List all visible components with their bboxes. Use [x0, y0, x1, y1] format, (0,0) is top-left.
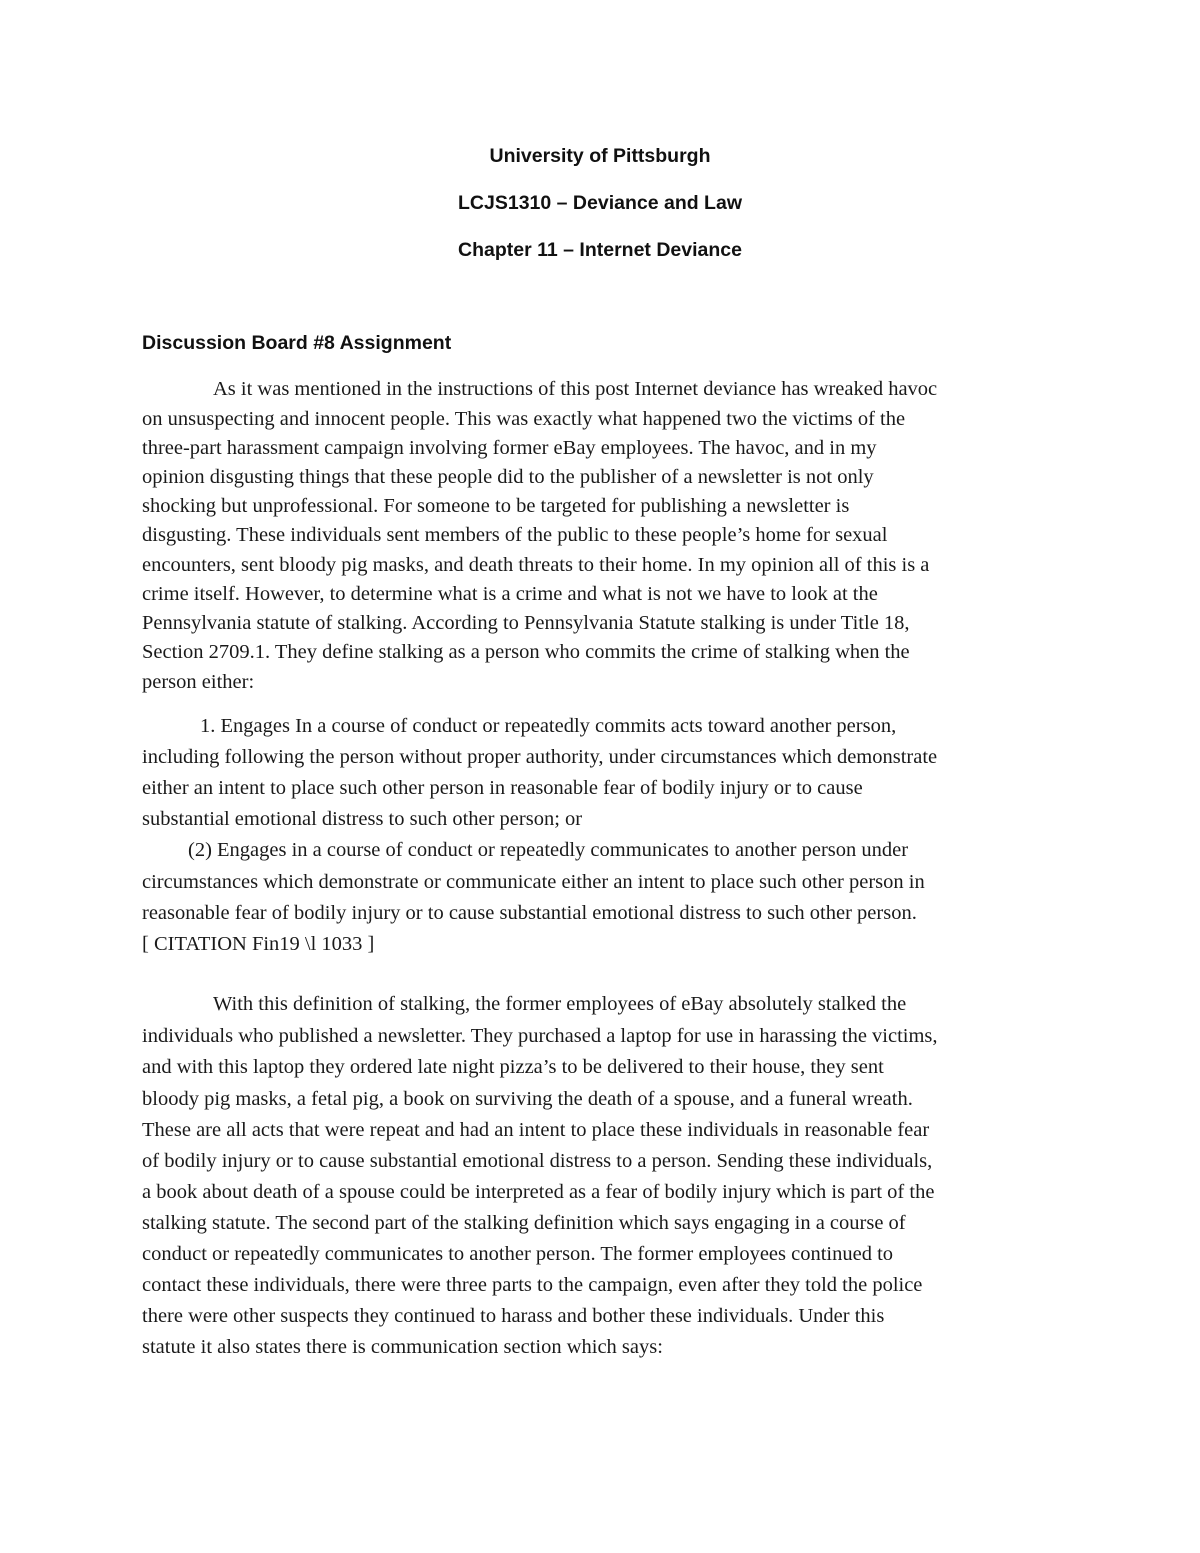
paragraph-line: encounters, sent bloody pig masks, and death threats to their home. In my opinion all of this is a — [142, 554, 930, 576]
paragraph-line: With this definition of stalking, the former employees of eBay absolutely stalked the — [213, 993, 907, 1015]
statute-line: either an intent to place such other person in reasonable fear of bodily injury or to cause — [142, 777, 863, 799]
paragraph-line: conduct or repeatedly communicates to another person. The former employees continued to — [142, 1243, 894, 1265]
statute-line: including following the person without proper authority, under circumstances which demonstrate — [142, 746, 938, 768]
statute-line: 1. Engages In a course of conduct or repeatedly commits acts toward another person, — [200, 715, 897, 737]
paragraph-line: opinion disgusting things that these people did to the publisher of a newsletter is not only — [142, 466, 874, 488]
paragraph-line: crime itself. However, to determine what is a crime and what is not we have to look at the — [142, 583, 878, 605]
paragraph-line: contact these individuals, there were three parts to the campaign, even after they told the police — [142, 1274, 923, 1296]
statute-line: (2) Engages in a course of conduct or repeatedly communicates to another person under — [188, 839, 909, 861]
paragraph-line: These are all acts that were repeat and had an intent to place these individuals in reasonable fear — [142, 1119, 930, 1141]
statute-line: circumstances which demonstrate or communicate either an intent to place such other person in — [142, 871, 925, 893]
paragraph-line: a book about death of a spouse could be interpreted as a fear of bodily injury which is part of the — [142, 1181, 935, 1203]
statute-line: reasonable fear of bodily injury or to cause substantial emotional distress to such other person. — [142, 902, 917, 924]
paragraph-line: disgusting. These individuals sent members of the public to these people’s home for sexual — [142, 524, 888, 546]
course-heading: LCJS1310 – Deviance and Law — [458, 192, 742, 214]
paragraph-line: Section 2709.1. They define stalking as a person who commits the crime of stalking when the — [142, 641, 910, 663]
paragraph-line: As it was mentioned in the instructions of this post Internet deviance has wreaked havoc — [213, 378, 938, 400]
paragraph-line: person either: — [142, 671, 255, 693]
paragraph-line: statute it also states there is communication section which says: — [142, 1336, 663, 1358]
statute-line: substantial emotional distress to such other person; or — [142, 808, 583, 830]
paragraph-line: and with this laptop they ordered late night pizza’s to be delivered to their house, they sent — [142, 1056, 884, 1078]
paragraph-line: three-part harassment campaign involving former eBay employees. The havoc, and in my — [142, 437, 877, 459]
section-title: Discussion Board #8 Assignment — [142, 332, 452, 354]
paragraph-line: Pennsylvania statute of stalking. According to Pennsylvania Statute stalking is under Title 18, — [142, 612, 910, 634]
university-heading: University of Pittsburgh — [489, 145, 711, 167]
citation: [ CITATION Fin19 \l 1033 ] — [142, 933, 375, 955]
paragraph-line: individuals who published a newsletter. They purchased a laptop for use in harassing the victims, — [142, 1025, 938, 1047]
paragraph-line: on unsuspecting and innocent people. This was exactly what happened two the victims of the — [142, 408, 906, 430]
paragraph-line: bloody pig masks, a fetal pig, a book on surviving the death of a spouse, and a funeral wreath. — [142, 1088, 913, 1110]
paragraph-line: of bodily injury or to cause substantial emotional distress to a person. Sending these individuals, — [142, 1150, 933, 1172]
paragraph-line: shocking but unprofessional. For someone to be targeted for publishing a newsletter is — [142, 495, 850, 517]
chapter-heading: Chapter 11 – Internet Deviance — [458, 239, 742, 261]
paragraph-line: stalking statute. The second part of the stalking definition which says engaging in a course of — [142, 1212, 906, 1234]
paragraph-line: there were other suspects they continued to harass and bother these individuals. Under this — [142, 1305, 885, 1327]
